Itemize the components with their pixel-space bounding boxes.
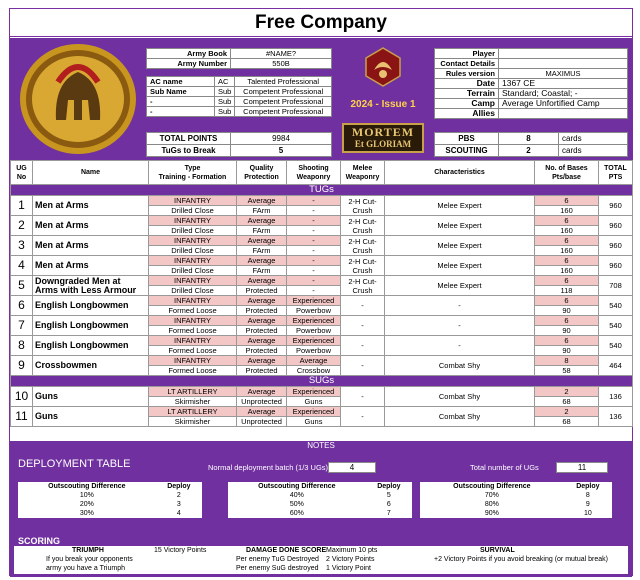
table-row [11,407,633,417]
unit-name-line-1: Downgraded Men at [35,275,121,286]
unit-quality: Average [237,336,287,346]
spartan-helmet-emblem-icon [18,42,138,156]
allies-label: Allies [435,109,499,119]
unit-name-line-1: English Longbowmen [35,300,129,310]
ac-code: AC [215,77,235,87]
sub-name-label: Sub Name [147,87,215,97]
total-points-value: 9984 [231,133,332,145]
triumph-points: 15 Victory Points [154,547,207,554]
notes-section-header: NOTES [10,441,632,451]
unit-weaponry: Powerbow [287,306,341,316]
points-per-base: 90 [535,346,599,356]
unit-name [33,276,149,296]
number-of-bases: 8 [535,356,599,366]
damage-max: Maximum 10 pts [326,547,378,554]
characteristics: - [385,316,535,336]
ug-number: 5 [11,276,33,296]
triumph-text-1: If you break your opponents [46,556,133,563]
game-info-table [434,48,628,119]
deployment-table-3: Outscouting Difference Deploy 70% 8 80% 9 90% 10 [420,482,612,518]
points-per-base: 160 [535,266,599,276]
unit-quality: Average [237,236,287,246]
unit-name [33,336,149,356]
total-points: 960 [599,256,633,276]
unit-quality: Average [237,256,287,266]
characteristics: Melee Expert [385,236,535,256]
contact-value [499,59,628,69]
terrain-value: Standard; Coastal; - [499,89,628,99]
unit-formation: Formed Loose [149,346,237,356]
table-row [11,196,633,206]
total-ugs-label: Total number of UGs [470,463,539,472]
unit-quality: Average [237,296,287,306]
unit-formation: Drilled Close [149,266,237,276]
characteristics: Melee Expert [385,276,535,296]
unit-formation: Formed Loose [149,306,237,316]
sub-value: Competent Professional [235,87,332,97]
melee-line-1: 2-H Cut- [348,256,377,266]
total-points-label: TOTAL POINTS [147,133,231,145]
number-of-bases: 2 [535,387,599,397]
ug-number: 8 [11,336,33,356]
rules-value: MAXIMUS [499,69,628,79]
unit-type: INFANTRY [149,316,237,326]
characteristics: Melee Expert [385,256,535,276]
number-of-bases: 6 [535,316,599,326]
number-of-bases: 6 [535,196,599,206]
ug-number: 10 [11,387,33,407]
unit-weaponry: - [287,266,341,276]
points-per-base: 160 [535,226,599,236]
unit-name-line-1: Men at Arms [35,220,89,230]
ac-name-value: Talented Professional [235,77,332,87]
unit-quality: Average [237,407,287,417]
tugs-break-value: 5 [231,145,332,157]
melee-weaponry [341,216,385,236]
unit-shooting: Experienced [287,407,341,417]
pbs-unit: cards [559,133,628,145]
melee-line-1: - [361,392,364,401]
ug-number: 11 [11,407,33,427]
total-points: 540 [599,316,633,336]
points-per-base: 118 [535,286,599,296]
unit-groups-table [10,160,633,427]
unit-protection: FArm [237,266,287,276]
tugs-break-label: TuGs to Break [147,145,231,157]
scoring-title: SCORING [18,536,61,546]
total-points: 960 [599,216,633,236]
damage-text-2: Per enemy SuG destroyed [236,565,319,572]
damage-value-2: 1 Victory Point [326,565,372,572]
unit-quality: Average [237,387,287,397]
unit-name-line-1: Crossbowmen [35,360,98,370]
sub2-code: Sub [215,97,235,107]
characteristics: Melee Expert [385,216,535,236]
table-row [11,316,633,326]
table-header-row [11,161,633,185]
header-quality: Quality Protection [237,161,287,185]
melee-line-2: Crush [352,245,373,255]
unit-shooting: - [287,236,341,246]
unit-shooting: - [287,276,341,286]
total-points: 708 [599,276,633,296]
unit-formation: Drilled Close [149,226,237,236]
melee-line-1: 2-H Cut- [348,236,377,246]
unit-shooting: - [287,256,341,266]
pbs-label: PBS [435,133,499,145]
triumph-heading: TRIUMPH [72,547,104,554]
player-label: Player [435,49,499,59]
deployment-table-title: DEPLOYMENT TABLE [18,458,131,470]
damage-value-1: 2 Victory Points [326,556,375,563]
unit-name [33,196,149,216]
unit-formation: Drilled Close [149,206,237,216]
army-book-label: Army Book [147,49,231,59]
melee-line-2: Crush [352,205,373,215]
unit-name [33,256,149,276]
melee-weaponry [341,196,385,216]
unit-name-line-1: Men at Arms [35,200,89,210]
table-row [11,387,633,397]
unit-protection: FArm [237,206,287,216]
points-per-base: 90 [535,326,599,336]
unit-formation: Skirmisher [149,417,237,427]
unit-formation: Drilled Close [149,246,237,256]
number-of-bases: 6 [535,336,599,346]
unit-shooting: Average [287,356,341,366]
melee-weaponry [341,296,385,316]
unit-protection: Protected [237,286,287,296]
unit-type: INFANTRY [149,356,237,366]
logo-text-1: MORTEM [351,125,415,139]
army-info-table [146,48,332,69]
logo-text-2: Et GLORIAM [354,139,412,149]
melee-line-1: 2-H Cut- [348,196,377,206]
unit-shooting: Experienced [287,316,341,326]
melee-line-1: 2-H Cut- [348,216,377,226]
unit-weaponry: Powerbow [287,326,341,336]
total-points: 960 [599,236,633,256]
army-header [10,38,632,160]
unit-name [33,387,149,407]
unit-type: INFANTRY [149,296,237,306]
unit-weaponry: Guns [287,417,341,427]
number-of-bases: 6 [535,236,599,246]
unit-name-line-1: Men at Arms [35,260,89,270]
melee-weaponry [341,387,385,407]
army-list-sheet [9,8,633,576]
points-per-base: 58 [535,366,599,376]
unit-shooting: Experienced [287,336,341,346]
unit-protection: FArm [237,246,287,256]
melee-line-2: Crush [352,265,373,275]
batch-label: Normal deployment batch (1/3 UGs) [208,463,329,472]
unit-formation: Formed Loose [149,326,237,336]
number-of-bases: 6 [535,276,599,286]
scouting-unit: cards [559,145,628,157]
commanders-table [146,76,332,117]
sub2-value: Competent Professional [235,97,332,107]
unit-name-line-1: English Longbowmen [35,340,129,350]
unit-protection: Unprotected [237,397,287,407]
survival-text: +2 Victory Points if you avoid breaking (or mutual break) [434,556,608,563]
unit-protection: FArm [237,226,287,236]
number-of-bases: 6 [535,256,599,266]
sub3-label: - [147,107,215,117]
unit-quality: Average [237,196,287,206]
points-per-base: 160 [535,206,599,216]
unit-weaponry: Crossbow [287,366,341,376]
scoring-box [14,546,628,574]
camp-label: Camp [435,99,499,109]
points-per-base: 68 [535,417,599,427]
points-per-base: 68 [535,397,599,407]
terrain-label: Terrain [435,89,499,99]
melee-weaponry [341,356,385,376]
allies-value [499,109,628,119]
unit-formation: Formed Loose [149,366,237,376]
tugs-section-header: TUGs [11,185,633,196]
characteristics: Combat Shy [385,407,535,427]
unit-protection: Protected [237,306,287,316]
melee-weaponry [341,407,385,427]
table-row [11,216,633,226]
ug-number: 6 [11,296,33,316]
date-label: Date [435,79,499,89]
batch-value: 4 [328,462,376,473]
melee-line-1: - [361,301,364,310]
header-type: Type Training - Formation [149,161,237,185]
army-number-label: Army Number [147,59,231,69]
pbs-scouting-table [434,132,628,157]
characteristics: - [385,336,535,356]
sub3-code: Sub [215,107,235,117]
points-per-base: 90 [535,306,599,316]
unit-shooting: Experienced [287,296,341,306]
unit-protection: Unprotected [237,417,287,427]
unit-quality: Average [237,316,287,326]
player-value [499,49,628,59]
melee-line-1: - [361,361,364,370]
characteristics: - [385,296,535,316]
unit-shooting: Experienced [287,387,341,397]
header-melee: Melee Weaponry [341,161,385,185]
sub2-label: - [147,97,215,107]
points-per-base: 160 [535,246,599,256]
triumph-text-2: army you have a Triumph [46,565,125,572]
number-of-bases: 2 [535,407,599,417]
pbs-value: 8 [499,133,559,145]
scouting-label: SCOUTING [435,145,499,157]
unit-name [33,356,149,376]
unit-type: LT ARTILLERY [149,387,237,397]
table-row [11,236,633,246]
army-number-value: 550B [231,59,332,69]
ac-name-label: AC name [147,77,215,87]
unit-weaponry: Guns [287,397,341,407]
melee-line-2: Crush [352,285,373,295]
ug-number: 4 [11,256,33,276]
ug-number: 7 [11,316,33,336]
unit-weaponry: - [287,226,341,236]
deployment-scoring-panel [10,450,632,577]
total-points: 540 [599,336,633,356]
unit-protection: Protected [237,326,287,336]
points-table [146,132,332,157]
melee-line-1: - [361,412,364,421]
survival-heading: SURVIVAL [480,547,515,554]
page-title: Free Company [10,9,632,37]
unit-name-line-1: English Longbowmen [35,320,129,330]
ug-number: 2 [11,216,33,236]
melee-weaponry [341,236,385,256]
unit-weaponry: - [287,246,341,256]
unit-weaponry: Powerbow [287,346,341,356]
army-book-value: #NAME? [231,49,332,59]
total-points: 464 [599,356,633,376]
unit-type: INFANTRY [149,276,237,286]
issue-label: 2024 - Issue 1 [350,99,416,110]
sugs-section-header: SUGs [11,376,633,387]
melee-weaponry [341,316,385,336]
unit-name-line-1: Guns [35,391,59,401]
damage-text-1: Per enemy TuG Destroyed [236,556,319,563]
unit-formation: Skirmisher [149,397,237,407]
header-bases: No. of Bases Pts/base [535,161,599,185]
melee-weaponry [341,256,385,276]
damage-heading: DAMAGE DONE SCORE [246,547,327,554]
mortem-et-gloriam-logo-icon [342,123,424,153]
melee-line-1: 2-H Cut- [348,276,377,286]
total-ugs-value: 11 [556,462,608,473]
unit-protection: Protected [237,366,287,376]
sub3-value: Competent Professional [235,107,332,117]
characteristics: Combat Shy [385,387,535,407]
unit-type: INFANTRY [149,236,237,246]
unit-name [33,296,149,316]
unit-name [33,216,149,236]
number-of-bases: 6 [535,216,599,226]
unit-weaponry: - [287,206,341,216]
date-value: 1367 CE [499,79,628,89]
total-points: 960 [599,196,633,216]
unit-type: INFANTRY [149,336,237,346]
total-points: 136 [599,387,633,407]
unit-name-line-1: Guns [35,411,59,421]
scouting-value: 2 [499,145,559,157]
unit-quality: Average [237,276,287,286]
melee-line-1: - [361,321,364,330]
unit-name [33,316,149,336]
red-crest-logo-icon [364,46,402,88]
melee-line-2: Crush [352,225,373,235]
unit-shooting: - [287,216,341,226]
unit-name [33,236,149,256]
contact-label: Contact Details [435,59,499,69]
unit-shooting: - [287,196,341,206]
unit-type: LT ARTILLERY [149,407,237,417]
total-points: 540 [599,296,633,316]
unit-name-line-1: Men at Arms [35,240,89,250]
melee-line-1: - [361,341,364,350]
header-shooting: Shooting Weaponry [287,161,341,185]
unit-name-line-2: Arms with Less Armour [35,284,137,295]
table-row [11,336,633,346]
header-ug-no: UG No [11,161,33,185]
table-row [11,356,633,366]
header-total: TOTAL PTS [599,161,633,185]
melee-weaponry [341,276,385,296]
characteristics: Melee Expert [385,196,535,216]
unit-protection: Protected [237,346,287,356]
header-characteristics: Characteristics [385,161,535,185]
melee-weaponry [341,336,385,356]
table-row [11,296,633,306]
unit-name [33,407,149,427]
unit-quality: Average [237,216,287,226]
deployment-table-2: Outscouting Difference Deploy 40% 5 50% 6 60% 7 [228,482,412,518]
table-row [11,256,633,266]
unit-formation: Drilled Close [149,286,237,296]
unit-type: INFANTRY [149,196,237,206]
unit-quality: Average [237,356,287,366]
camp-value: Average Unfortified Camp [499,99,628,109]
table-row [11,276,633,286]
rules-label: Rules version [435,69,499,79]
unit-weaponry: - [287,286,341,296]
sub-code: Sub [215,87,235,97]
ug-number: 9 [11,356,33,376]
header-name: Name [33,161,149,185]
ug-number: 1 [11,196,33,216]
number-of-bases: 6 [535,296,599,306]
ug-number: 3 [11,236,33,256]
total-points: 136 [599,407,633,427]
unit-type: INFANTRY [149,216,237,226]
deployment-table-1: Outscouting Difference Deploy 10% 2 20% 3 30% 4 [18,482,202,518]
unit-type: INFANTRY [149,256,237,266]
characteristics: Combat Shy [385,356,535,376]
